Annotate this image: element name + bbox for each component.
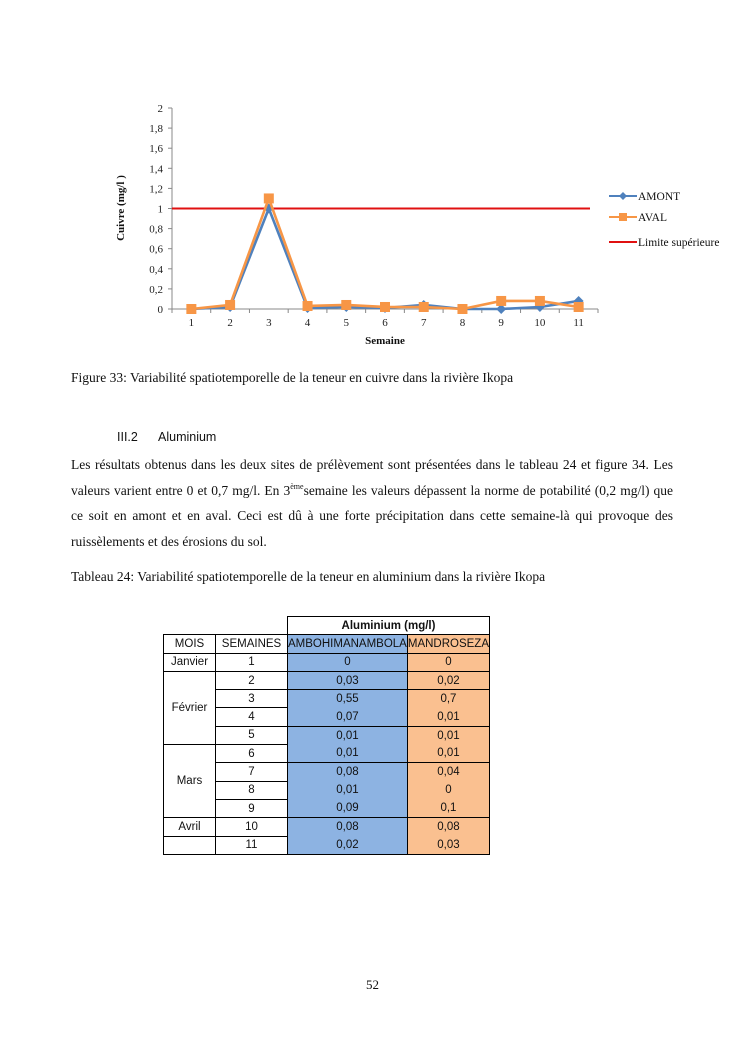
table-row [164, 836, 490, 854]
legend-diamond-icon [619, 192, 627, 200]
square-marker [380, 302, 390, 312]
square-marker [341, 300, 351, 310]
section-heading [117, 430, 216, 444]
month-cell: Mars [164, 745, 216, 818]
week-cell: 11 [216, 836, 288, 854]
table-header-row [164, 635, 490, 653]
month-cell: Février [164, 671, 216, 744]
square-marker [574, 302, 584, 312]
amb-value: 0,03 [288, 671, 408, 689]
y-tick-label: 0,4 [149, 263, 163, 276]
square-marker [303, 301, 313, 311]
header-ambohimanambola: AMBOHIMANAMBOLA [288, 635, 408, 653]
square-marker [535, 296, 545, 306]
amb-value: 0,09 [288, 799, 408, 817]
square-marker [496, 296, 506, 306]
amb-value: 0,01 [288, 726, 408, 744]
legend-square-icon [619, 213, 627, 221]
table-row [164, 745, 490, 763]
header-mois: MOIS [164, 635, 216, 653]
y-tick-label: 0,6 [149, 243, 163, 256]
y-tick-label: 1,8 [149, 123, 163, 136]
y-tick-label: 1,2 [149, 183, 163, 196]
month-cell: Avril [164, 818, 216, 836]
aluminium-table [163, 616, 490, 855]
amb-value: 0,01 [288, 781, 408, 799]
y-axis-label: Cuivre (mg/l ) [115, 175, 127, 241]
copper-line-chart [100, 95, 745, 357]
man-value: 0,01 [407, 726, 489, 744]
y-tick-label: 1,6 [149, 143, 163, 156]
week-cell: 3 [216, 690, 288, 708]
section-number: III.2 [117, 430, 138, 444]
y-tick-label: 1 [157, 203, 163, 216]
header-mandroseza: MANDROSEZA [407, 635, 489, 653]
amb-value: 0,08 [288, 763, 408, 781]
week-cell: 6 [216, 745, 288, 763]
x-tick-label: 5 [343, 317, 350, 329]
paragraph-superscript: ème [290, 481, 304, 491]
x-tick-label: 10 [534, 317, 546, 329]
figure-caption: Figure 33: Variabilité spatiotemporelle de la teneur en cuivre dans la rivière Ikopa [71, 370, 514, 385]
legend-label: AVAL [638, 212, 667, 224]
table-group-header-row [164, 617, 490, 635]
series-line-amont [191, 209, 578, 310]
x-tick-label: 1 [188, 317, 195, 329]
empty-cell [164, 617, 216, 635]
man-value: 0,01 [407, 708, 489, 726]
y-axis-ticks [149, 103, 172, 316]
week-cell: 10 [216, 818, 288, 836]
table-caption: Tableau 24: Variabilité spatiotemporelle de la teneur en aluminium dans la rivière Ikopa [71, 569, 546, 584]
week-cell: 8 [216, 781, 288, 799]
man-value: 0,1 [407, 799, 489, 817]
square-marker [264, 193, 274, 203]
x-tick-label: 8 [459, 317, 466, 329]
amb-value: 0,01 [288, 745, 408, 763]
x-axis-label: Semaine [365, 335, 405, 347]
paragraph-text-2: semaine les valeurs dépassent la norme de potabilité (0,2 mg/l) que ce soit en amont et en aval. Ceci est dû à une forte précipitation dans cette semaine-là qui provoque des ruissèlements et des érosions du sol. [71, 482, 673, 549]
x-tick-label: 2 [227, 317, 233, 329]
paragraph-text-1: Les résultats obtenus dans les deux sites de prélèvement sont présentées dans le tableau 24 et figure 34. Les valeurs varient entre 0 et 0,7 mg/l. En 3 [71, 457, 673, 498]
page-number: 52 [366, 977, 379, 992]
amb-value: 0,07 [288, 708, 408, 726]
table-row [164, 671, 490, 689]
x-tick-label: 7 [420, 317, 427, 329]
x-tick-label: 9 [498, 317, 504, 329]
man-value: 0,04 [407, 763, 489, 781]
square-marker [225, 300, 235, 310]
y-tick-label: 0 [157, 304, 163, 316]
y-tick-label: 2 [157, 103, 163, 115]
legend-label: AMONT [638, 191, 681, 203]
x-tick-label: 6 [382, 317, 388, 329]
amb-value: 0 [288, 653, 408, 671]
man-value: 0 [407, 653, 489, 671]
y-tick-label: 0,8 [149, 223, 163, 236]
man-value: 0,01 [407, 745, 489, 763]
x-tick-label: 11 [573, 317, 584, 329]
man-value: 0,08 [407, 818, 489, 836]
man-value: 0 [407, 781, 489, 799]
amb-value: 0,55 [288, 690, 408, 708]
month-cell: Janvier [164, 653, 216, 671]
amb-value: 0,02 [288, 836, 408, 854]
y-tick-label: 1,4 [149, 163, 163, 176]
week-cell: 4 [216, 708, 288, 726]
header-semaines: SEMAINES [216, 635, 288, 653]
section-title: Aluminium [158, 430, 217, 444]
group-header: Aluminium (mg/l) [288, 617, 490, 635]
legend-label: Limite supérieure [638, 237, 720, 249]
table-row [164, 653, 490, 671]
series-line-aval [191, 198, 578, 309]
x-tick-label: 4 [304, 317, 311, 329]
x-tick-label: 3 [266, 317, 272, 329]
week-cell: 2 [216, 671, 288, 689]
empty-cell [216, 617, 288, 635]
table-row [164, 818, 490, 836]
square-marker [186, 304, 196, 314]
man-value: 0,7 [407, 690, 489, 708]
week-cell: 1 [216, 653, 288, 671]
y-tick-label: 0,2 [149, 283, 163, 296]
chart-series [172, 193, 590, 314]
amb-value: 0,08 [288, 818, 408, 836]
empty-month-cell [164, 836, 216, 854]
body-paragraph [71, 452, 673, 554]
square-marker [419, 302, 429, 312]
week-cell: 9 [216, 799, 288, 817]
man-value: 0,03 [407, 836, 489, 854]
chart-legend [609, 191, 719, 249]
week-cell: 5 [216, 726, 288, 744]
square-marker [457, 304, 467, 314]
man-value: 0,02 [407, 671, 489, 689]
week-cell: 7 [216, 763, 288, 781]
